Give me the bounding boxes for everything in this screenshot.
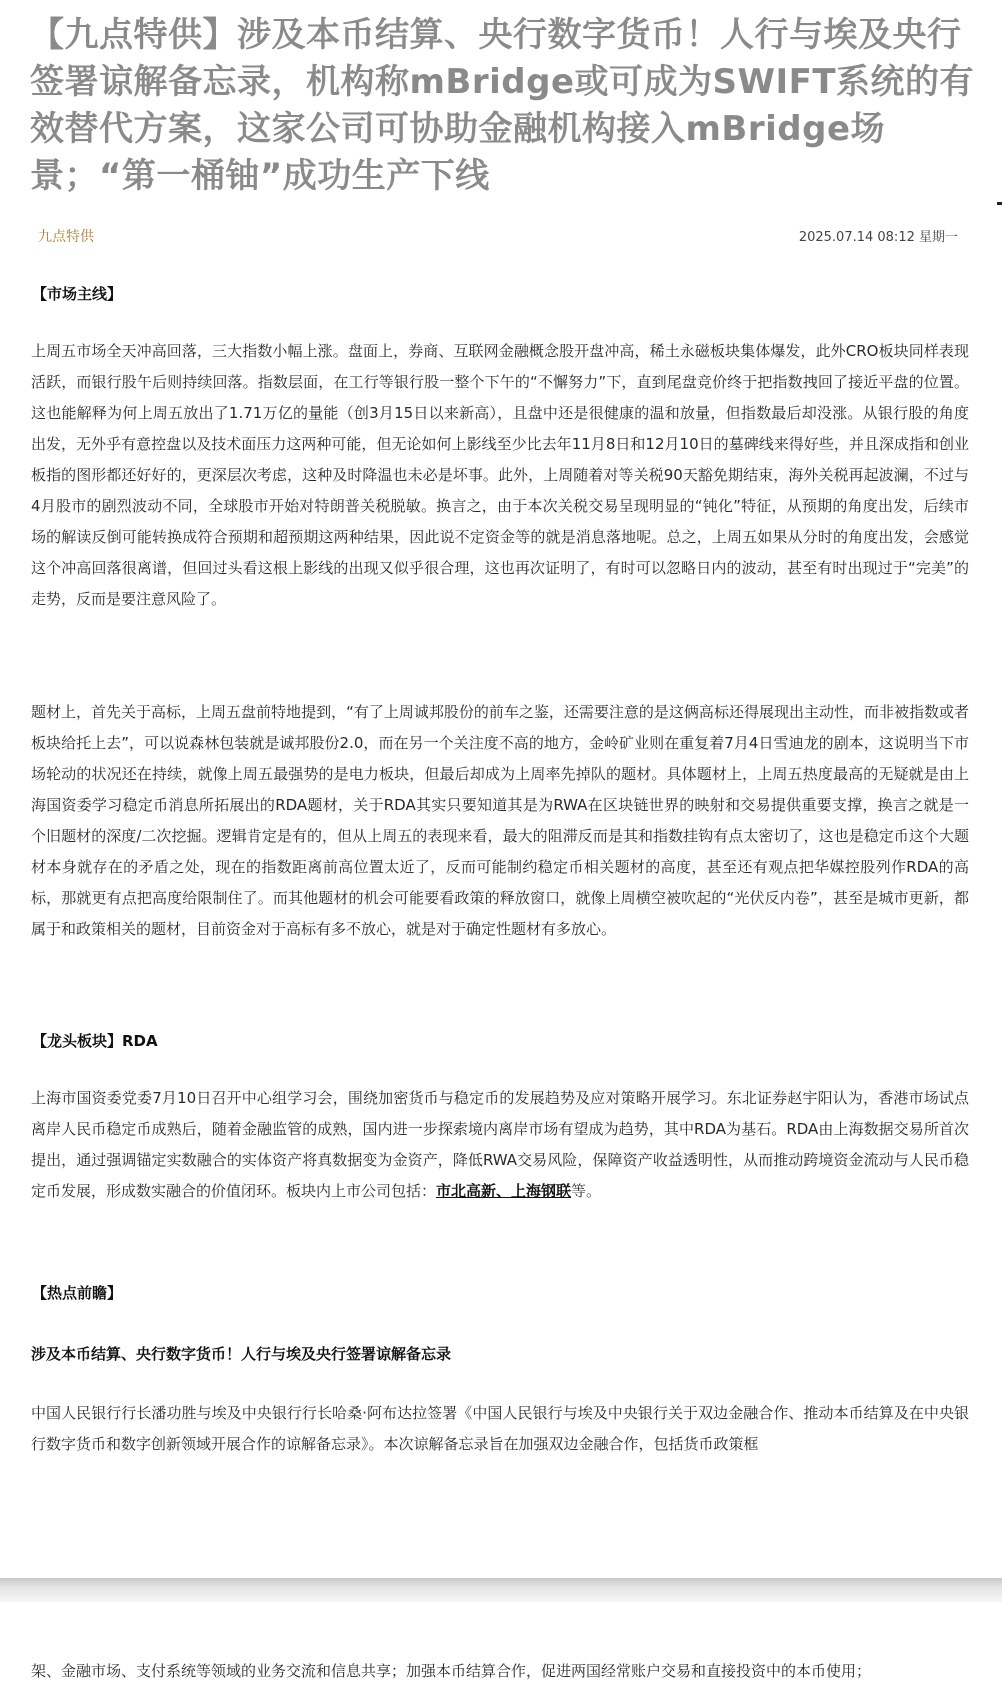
hotspot-subheading: 涉及本币结算、央行数字货币！人行与埃及央行签署谅解备忘录 <box>31 1345 452 1363</box>
section-heading-hotspot: 【热点前瞻】 <box>32 1284 123 1302</box>
article-source[interactable]: 九点特供 <box>38 229 94 245</box>
market-paragraph-1: 上周五市场全天冲高回落，三大指数小幅上涨。盘面上，券商、互联网金融概念股开盘冲高，稀土永磁板块集体爆发，此外CRO板块同样表现活跃，而银行股午后则持续回落。指数层面，在工行等银行股一整个下午的“不懈努力”下，直到尾盘竞价终于把指数拽回了接近平盘的位置。这也能解释为何上周五放出了1.71万亿的量能（创3月15日以来新高），且盘中还是很健康的温和放量，但指数最后却没涨。从银行股的角度出发，无外乎有意控盘以及技术面压力这两种可能，但无论如何上影线至少比去年11月8日和12月10日的墓碑线来得好些，并且深成指和创业板指的图形都还好好的，更深层次考虑，这种及时降温也未必是坏事。此外，上周随着对等关税90天豁免期结束，海外关税再起波澜，不过与4月股市的剧烈波动不同，全球股市开始对特朗普关税脱敏。换言之，由于本次关税交易呈现明显的“钝化”特征，从预期的角度出发，后续市场的解读反倒可能转换成符合预期和超预期这两种结果，因此说不定资金等的就是消息落地呢。总之，上周五如果从分时的角度出发，会感觉这个冲高回落很离谱，但回过头看这根上影线的出现又似乎很合理，这也再次证明了，有时可以忽略日内的波动，甚至有时出现过于“完美”的走势，反而是要注意风险了。 <box>31 342 969 608</box>
article-datetime: 2025.07.14 08:12 星期一 <box>798 230 958 245</box>
hotspot-paragraph: 中国人民银行行长潘功胜与埃及中央银行行长哈桑·阿布达拉签署《中国人民银行与埃及中央银行关于双边金融合作、推动本币结算及在中央银行数字货币和数字创新领域开展合作的谅解备忘录》。本次谅解备忘录旨在加强双边金融合作，包括货币政策框 <box>31 1404 969 1453</box>
leader-text: 上海市国资委党委7月10日召开中心组学习会，围绕加密货币与稳定币的发展趋势及应对策略开展学习。东北证券赵宇阳认为，香港市场试点离岸人民币稳定币成熟后，随着金融监管的成熟，国内进一步探索境内离岸市场有望成为趋势，其中RDA为基石。RDA由上海数据交易所首次提出，通过强调锚定实数融合的实体资产将真数据变为金资产，降低RWA交易风险，保障资产收益透明性，从而推动跨境资金流动与人民币稳定币发展，形成数实融合的价值闭环。板块内上市公司包括： <box>31 1089 969 1200</box>
article-title: 【九点特供】涉及本币结算、央行数字货币！人行与埃及央行签署谅解备忘录，机构称mBridge或可成为SWIFT系统的有效替代方案，这家公司可协助金融机构接入mBridge场景；“第一桶铀”成功生产下线 <box>30 15 975 196</box>
edge-mark <box>997 202 1002 205</box>
page-break-divider <box>0 1578 1002 1602</box>
section-heading-market: 【市场主线】 <box>32 285 123 303</box>
leader-paragraph <box>31 1083 969 1207</box>
stock-link[interactable]: 市北高新、上海钢联 <box>436 1182 572 1200</box>
leader-suffix: 等。 <box>571 1182 602 1200</box>
section-heading-leader: 【龙头板块】RDA <box>32 1032 158 1050</box>
article-meta <box>38 226 958 248</box>
hotspot-continuation: 架、金融市场、支付系统等领域的业务交流和信息共享；加强本币结算合作，促进两国经常账户交易和直接投资中的本币使用； <box>31 1662 872 1680</box>
market-paragraph-2: 题材上，首先关于高标，上周五盘前特地提到，“有了上周诚邦股份的前车之鉴，还需要注意的是这俩高标还得展现出主动性，而非被指数或者板块给托上去”，可以说森林包装就是诚邦股份2.0，而在另一个关注度不高的地方，金岭矿业则在重复着7月4日雪迪龙的剧本，这说明当下市场轮动的状况还在持续，就像上周五最强势的是电力板块，但最后却成为上周率先掉队的题材。具体题材上，上周五热度最高的无疑就是由上海国资委学习稳定币消息所拓展出的RDA题材，关于RDA其实只要知道其是为RWA在区块链世界的映射和交易提供重要支撑，换言之就是一个旧题材的深度/二次挖掘。逻辑肯定是有的，但从上周五的表现来看，最大的阻滞反而是其和指数挂钩有点太密切了，这也是稳定币这个大题材本身就存在的矛盾之处，现在的指数距离前高位置太近了，反而可能制约稳定币相关题材的高度，甚至还有观点把华媒控股列作RDA的高标，那就更有点把高度给限制住了。而其他题材的机会可能要看政策的释放窗口，就像上周横空被吹起的“光伏反内卷”，甚至是城市更新，都属于和政策相关的题材，目前资金对于高标有多不放心，就是对于确定性题材有多放心。 <box>31 703 969 938</box>
